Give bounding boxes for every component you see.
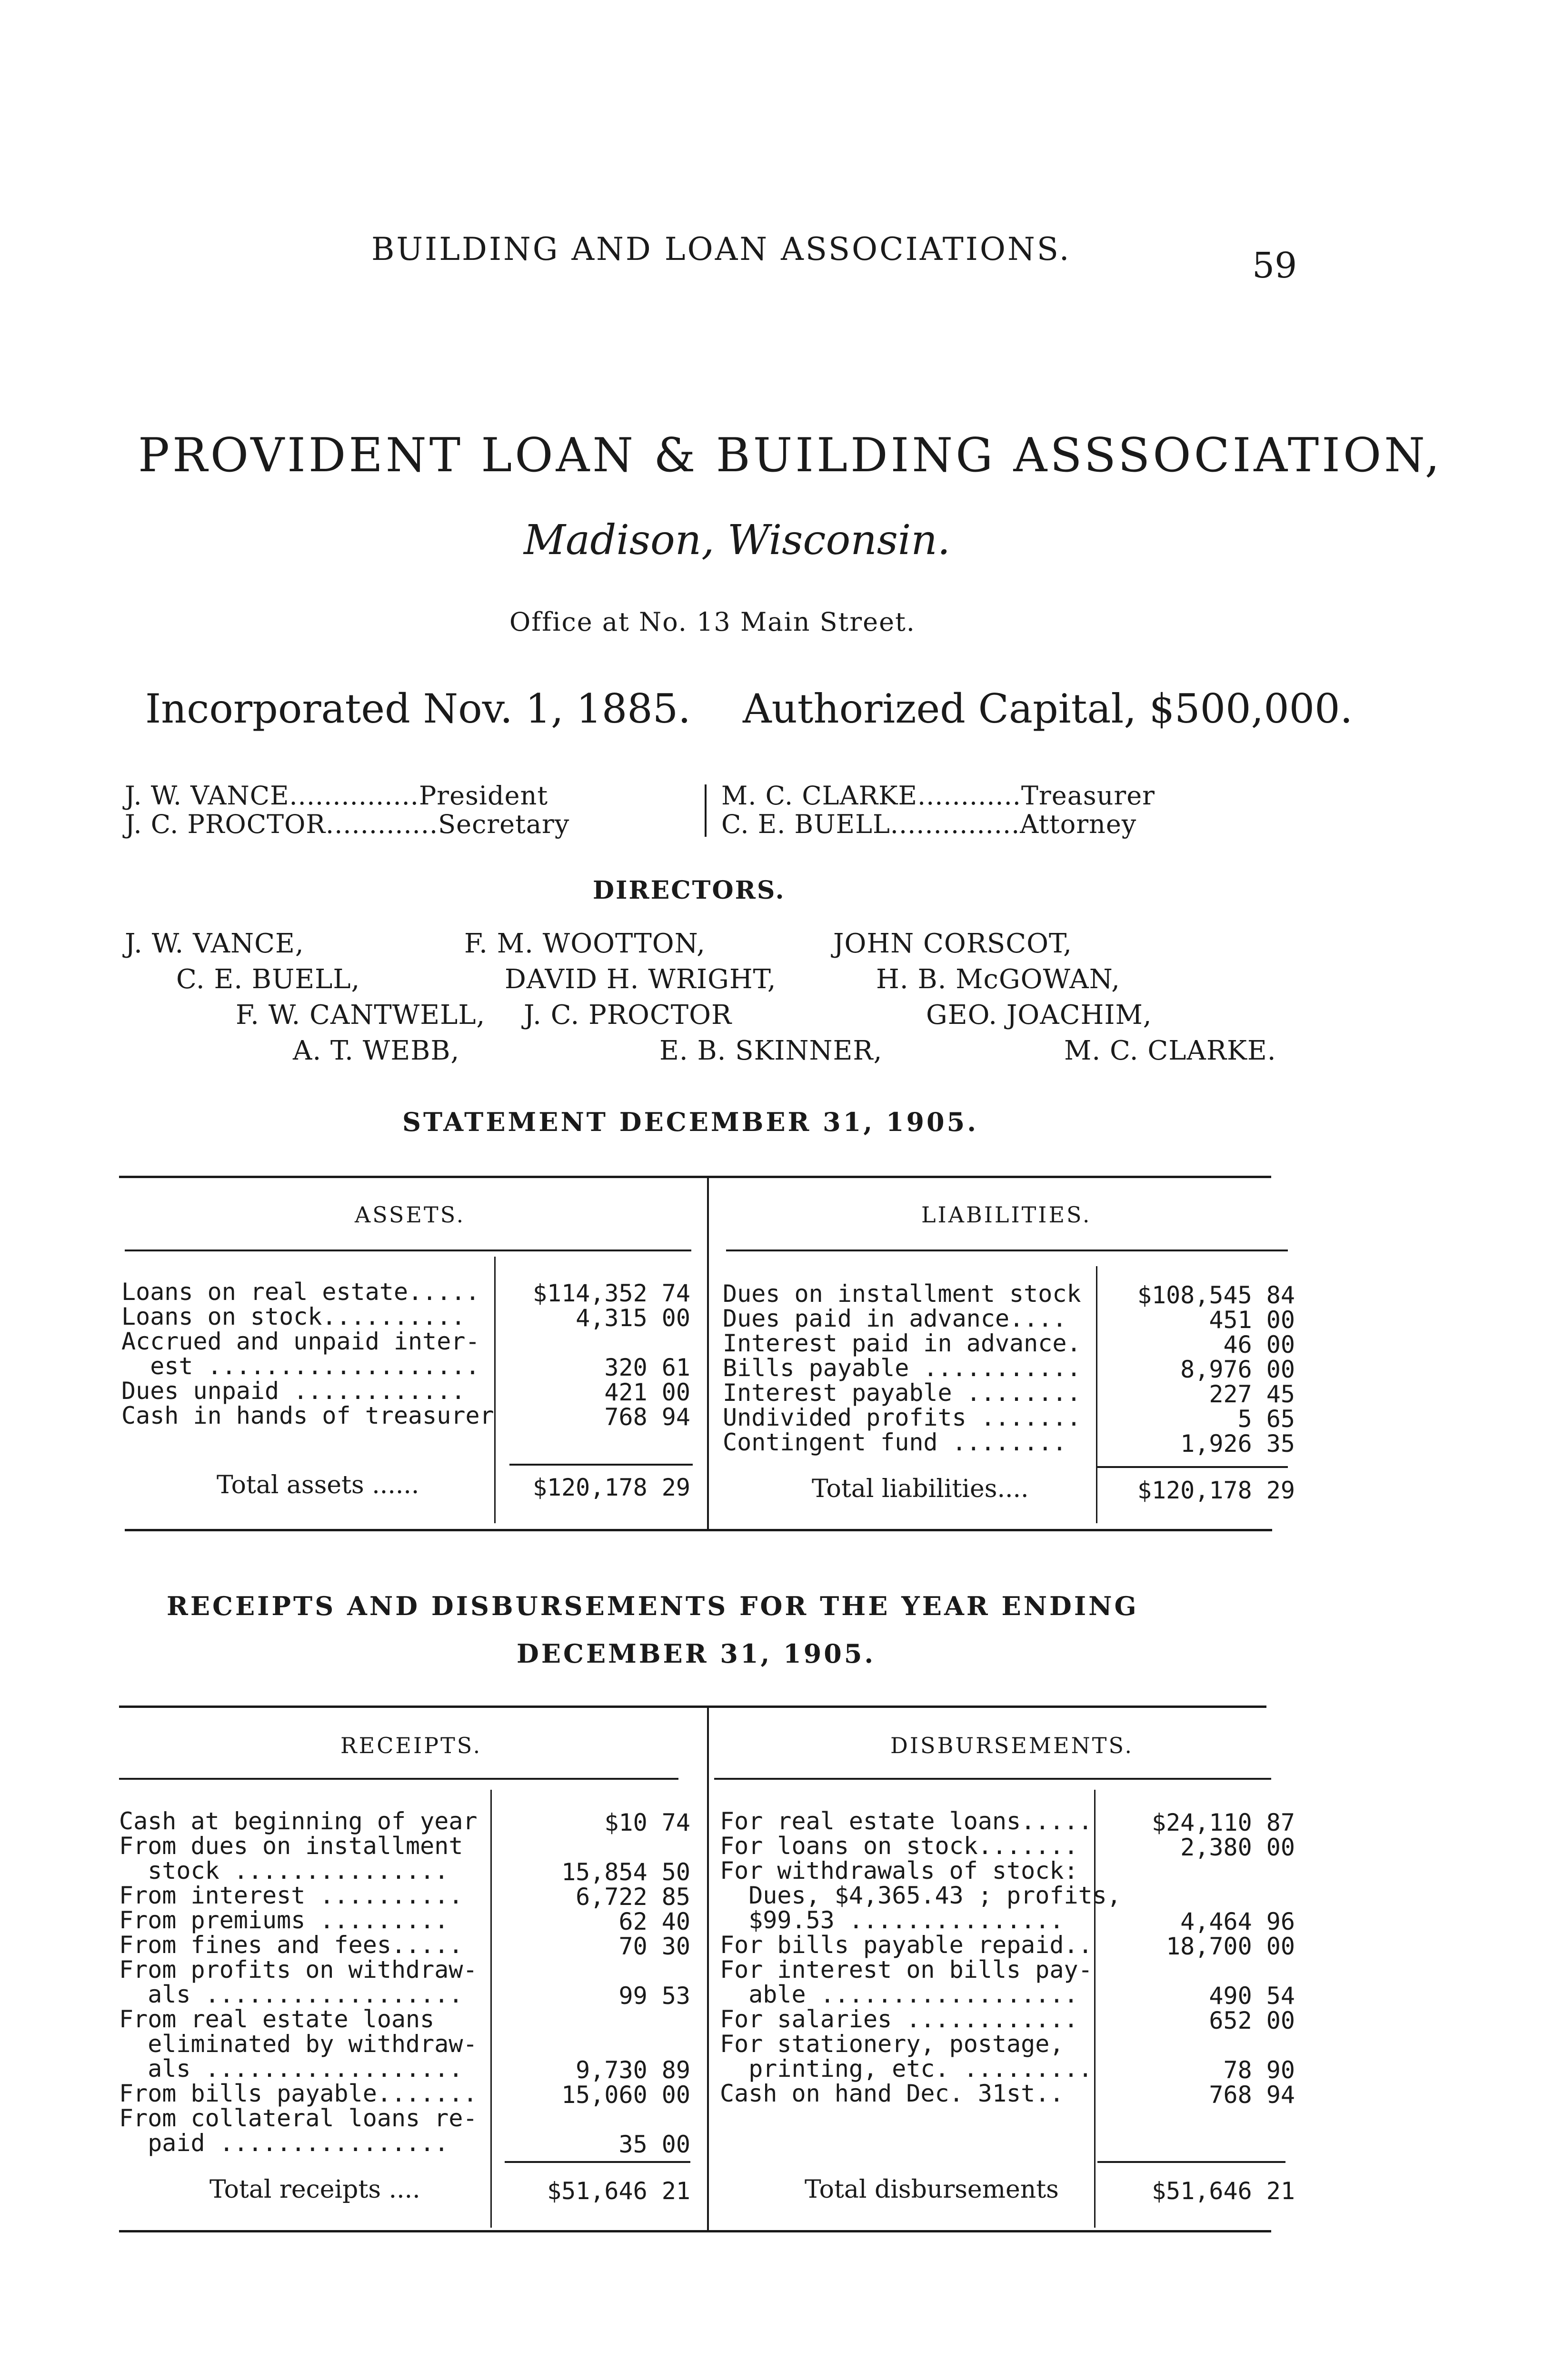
receipt-label: From premiums ......... <box>119 1906 449 1934</box>
director-name: DAVID H. WRIGHT, <box>505 964 777 995</box>
receipts-disbursements-heading-line1: RECEIPTS AND DISBURSEMENTS FOR THE YEAR ENDING <box>167 1591 1139 1621</box>
liability-amount: 8,976 00 <box>1180 1356 1295 1383</box>
disbursement-amount: 2,380 00 <box>1180 1834 1295 1861</box>
disbursement-label: able .................. <box>720 1981 1078 2008</box>
running-title: BUILDING AND LOAN ASSOCIATIONS. <box>371 231 1071 268</box>
receipt-label: From profits on withdraw- <box>119 1956 478 1983</box>
liabilities-total-amount: $120,178 29 <box>1137 1477 1295 1504</box>
asset-amount: 4,315 00 <box>576 1304 690 1332</box>
directors-heading: DIRECTORS. <box>593 876 786 905</box>
disbursement-label: For interest on bills pay- <box>720 1956 1093 1983</box>
director-name: J. W. VANCE, <box>125 928 304 959</box>
receipt-label: als .................. <box>119 2055 463 2082</box>
receipt-label: paid ................ <box>119 2129 449 2157</box>
assets-heading: ASSETS. <box>355 1202 466 1228</box>
liability-amount: 5 65 <box>1237 1405 1295 1433</box>
authorized-capital: Authorized Capital, $500,000. <box>743 685 1353 732</box>
asset-label: Accrued and unpaid inter- <box>121 1328 480 1355</box>
receipt-amount: 99 53 <box>618 1982 690 2010</box>
officer-secretary: J. C. PROCTOR.............Secretary <box>125 809 570 839</box>
disbursement-amount: 4,464 96 <box>1180 1908 1295 1935</box>
association-location: Madison, Wisconsin. <box>524 516 951 564</box>
asset-label: Cash in hands of treasurer <box>121 1402 494 1429</box>
receipt-label: From collateral loans re- <box>119 2104 478 2132</box>
officers-divider <box>705 784 707 837</box>
receipts-head-rule <box>119 1778 678 1780</box>
asset-amount: 768 94 <box>604 1403 690 1431</box>
liability-amount: 1,926 35 <box>1180 1430 1295 1458</box>
asset-label: est ................... <box>121 1352 480 1380</box>
disbursement-label: For real estate loans..... <box>720 1807 1093 1835</box>
receipt-amount: 15,854 50 <box>561 1858 690 1886</box>
statement-bottom-rule <box>125 1529 1272 1531</box>
disbursement-label: Cash on hand Dec. 31st.. <box>720 2080 1064 2107</box>
office-address: Office at No. 13 Main Street. <box>509 607 916 637</box>
liabilities-total-label: Total liabilities.... <box>812 1475 1029 1503</box>
asset-amount: 421 00 <box>604 1378 690 1406</box>
receipt-label: Cash at beginning of year <box>119 1807 478 1835</box>
asset-label: Loans on real estate..... <box>121 1278 480 1306</box>
receipt-label: eliminated by withdraw- <box>119 2030 478 2058</box>
director-name: E. B. SKINNER, <box>659 1035 883 1066</box>
receipt-amount: $10 74 <box>604 1809 690 1836</box>
receipt-amount: 35 00 <box>618 2131 690 2158</box>
director-name: GEO. JOACHIM, <box>926 1000 1152 1031</box>
receipt-amount: 9,730 89 <box>576 2056 690 2084</box>
director-name: M. C. CLARKE. <box>1064 1035 1276 1066</box>
disbursement-amount: 78 90 <box>1223 2056 1295 2084</box>
director-name: A. T. WEBB, <box>293 1035 460 1066</box>
director-name: C. E. BUELL, <box>176 964 360 995</box>
receipt-amount: 62 40 <box>618 1908 690 1935</box>
receipt-amount: 70 30 <box>618 1933 690 1960</box>
rd-top-rule <box>119 1706 1266 1708</box>
assets-total-amount: $120,178 29 <box>532 1474 690 1501</box>
liability-label: Dues paid in advance.... <box>723 1305 1067 1332</box>
asset-label: Loans on stock.......... <box>121 1303 466 1330</box>
disbursement-label: printing, etc. ......... <box>720 2055 1093 2082</box>
disbursement-label: For bills payable repaid.. <box>720 1931 1093 1959</box>
receipt-label: From interest .......... <box>119 1882 463 1909</box>
statement-top-rule <box>119 1176 1271 1178</box>
receipt-label: From real estate loans <box>119 2005 435 2033</box>
disbursements-head-rule <box>714 1778 1271 1780</box>
receipt-label: als .................. <box>119 1981 463 2008</box>
disbursement-label: For salaries ............ <box>720 2005 1078 2033</box>
rd-bottom-rule <box>119 2230 1271 2232</box>
liability-amount: 451 00 <box>1209 1306 1295 1334</box>
assets-total-rule <box>509 1464 693 1466</box>
officer-president: J. W. VANCE...............President <box>125 781 548 811</box>
receipt-label: From dues on installment <box>119 1832 463 1860</box>
statement-heading: STATEMENT DECEMBER 31, 1905. <box>402 1107 979 1137</box>
disbursement-label: For withdrawals of stock: <box>720 1857 1078 1884</box>
disbursement-label: For loans on stock....... <box>720 1832 1078 1860</box>
director-name: J. C. PROCTOR <box>524 1000 732 1031</box>
disbursements-total-label: Total disbursements <box>805 2175 1059 2204</box>
liability-label: Bills payable ........... <box>723 1354 1081 1382</box>
asset-label: Dues unpaid ............ <box>121 1377 466 1405</box>
rd-center-divider <box>707 1708 709 2231</box>
director-name: F. W. CANTWELL, <box>236 1000 486 1031</box>
assets-head-rule <box>125 1250 691 1251</box>
disbursements-total-rule <box>1097 2161 1285 2163</box>
liability-label: Interest paid in advance. <box>723 1329 1081 1357</box>
liability-label: Contingent fund ........ <box>723 1428 1067 1456</box>
liabilities-total-rule <box>1097 1466 1288 1468</box>
receipts-total-amount: $51,646 21 <box>547 2177 690 2205</box>
disbursements-total-amount: $51,646 21 <box>1151 2177 1295 2205</box>
disbursement-amount: 490 54 <box>1209 1982 1295 2010</box>
liability-label: Dues on installment stock <box>723 1280 1081 1308</box>
disbursement-amount: 768 94 <box>1209 2081 1295 2109</box>
disbursements-heading: DISBURSEMENTS. <box>890 1733 1134 1758</box>
receipt-label: stock ............... <box>119 1857 449 1884</box>
disbursement-label: Dues, $4,365.43 ; profits, <box>720 1882 1121 1909</box>
disbursement-amount: 652 00 <box>1209 2007 1295 2034</box>
director-name: H. B. McGOWAN, <box>876 964 1120 995</box>
liability-label: Undivided profits ....... <box>723 1404 1081 1431</box>
officer-attorney: C. E. BUELL...............Attorney <box>721 809 1137 839</box>
liability-amount: 227 45 <box>1209 1380 1295 1408</box>
liability-amount: 46 00 <box>1223 1331 1295 1359</box>
disbursement-amount: 18,700 00 <box>1166 1933 1295 1960</box>
receipts-total-rule <box>505 2161 690 2163</box>
officer-treasurer: M. C. CLARKE............Treasurer <box>721 781 1155 811</box>
association-name: PROVIDENT LOAN & BUILDING ASSSOCIATION, <box>138 428 1443 483</box>
incorporation-date: Incorporated Nov. 1, 1885. <box>145 685 691 732</box>
receipt-label: From fines and fees..... <box>119 1931 463 1959</box>
asset-amount: $114,352 74 <box>532 1279 690 1307</box>
assets-total-label: Total assets ...... <box>217 1471 419 1499</box>
liabilities-heading: LIABILITIES. <box>921 1202 1092 1228</box>
statement-center-divider <box>707 1178 709 1530</box>
liability-label: Interest payable ........ <box>723 1379 1081 1407</box>
disbursement-label: $99.53 ............... <box>720 1906 1064 1934</box>
disbursement-amount: $24,110 87 <box>1151 1809 1295 1836</box>
receipt-amount: 6,722 85 <box>576 1883 690 1911</box>
director-name: F. M. WOOTTON, <box>464 928 706 959</box>
receipt-label: From bills payable....... <box>119 2080 478 2107</box>
liabilities-head-rule <box>726 1250 1288 1251</box>
receipts-heading: RECEIPTS. <box>340 1733 482 1758</box>
receipt-amount: 15,060 00 <box>561 2081 690 2109</box>
director-name: JOHN CORSCOT, <box>833 928 1072 959</box>
receipts-total-label: Total receipts .... <box>209 2175 420 2204</box>
asset-amount: 320 61 <box>604 1354 690 1381</box>
page-number: 59 <box>1252 245 1297 286</box>
liability-amount: $108,545 84 <box>1137 1281 1295 1309</box>
receipts-disbursements-heading-line2: DECEMBER 31, 1905. <box>517 1638 876 1669</box>
disbursement-label: For stationery, postage, <box>720 2030 1064 2058</box>
